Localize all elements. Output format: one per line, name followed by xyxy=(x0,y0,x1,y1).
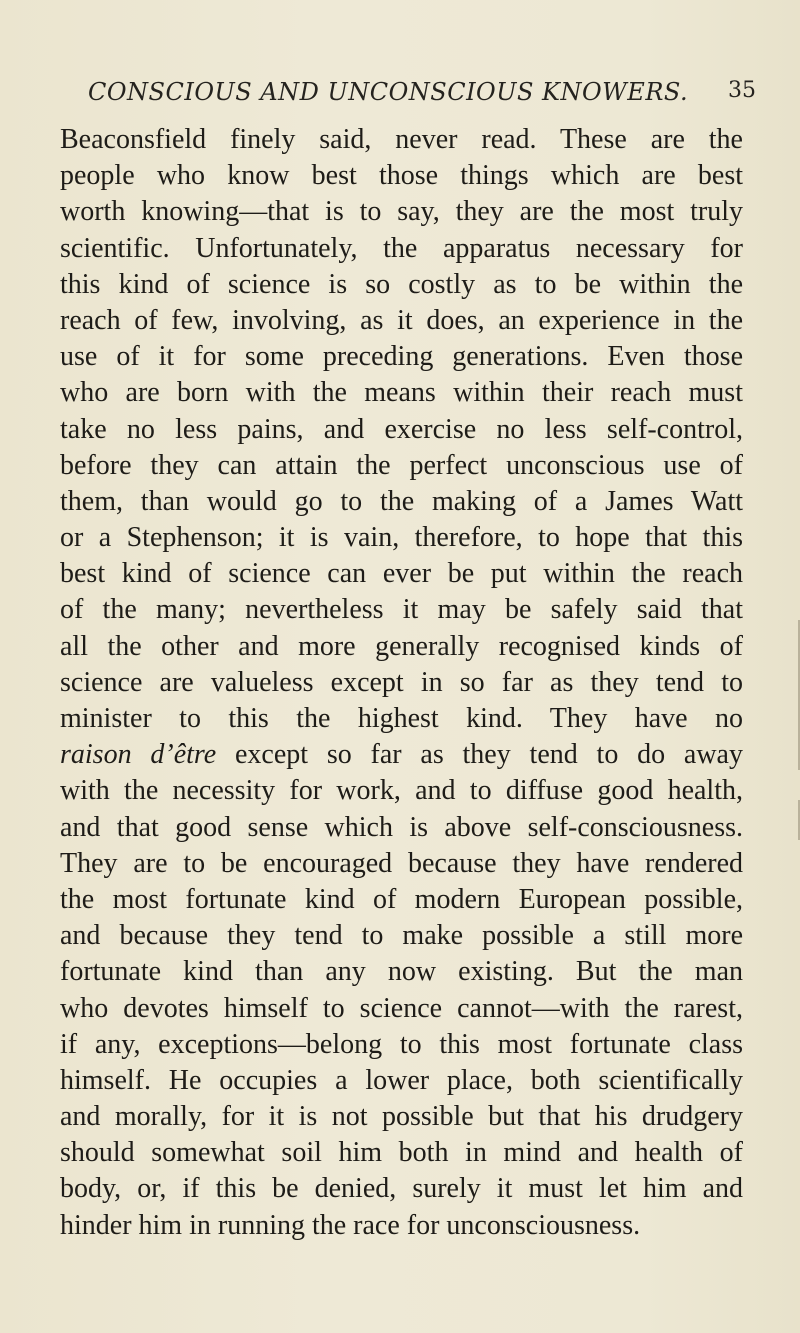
text-line-remainder: except so far as they tend to do away xyxy=(216,739,743,771)
text-line: all the other and more generally recognised kinds of xyxy=(60,630,743,662)
text-line: use of it for some preceding generations. Even those xyxy=(60,341,743,373)
text-line: should somewhat soil him both in mind and health of xyxy=(60,1137,743,1169)
text-line: who are born with the means within their reach must xyxy=(60,377,743,409)
running-head xyxy=(88,78,778,112)
text-line: who devotes himself to science cannot—with the rarest, xyxy=(60,992,743,1024)
text-line: Beaconsfield finely said, never read. These are the xyxy=(60,124,743,155)
text-line: or a Stephenson; it is vain, therefore, to hope that this xyxy=(60,522,743,554)
text-line: body, or, if this be denied, surely it must let him and xyxy=(60,1173,743,1205)
text-line: this kind of science is so costly as to be within the xyxy=(60,268,743,300)
text-line: take no less pains, and exercise no less self-control, xyxy=(60,413,743,445)
text-line: people who know best those things which are best xyxy=(60,160,743,192)
text-line: science are valueless except in so far as they tend to xyxy=(60,666,743,698)
running-title: CONSCIOUS AND UNCONSCIOUS KNOWERS. xyxy=(88,78,689,106)
text-line: with the necessity for work, and to diffuse good health, xyxy=(60,775,743,807)
text-line: and morally, for it is not possible but that his drudgery xyxy=(60,1101,743,1133)
text-line: and because they tend to make possible a still more xyxy=(60,920,743,952)
body-text xyxy=(60,122,743,1244)
text-line: minister to this the highest kind. They have no xyxy=(60,703,743,734)
page-number: 35 xyxy=(728,78,756,103)
text-line: hinder him in running the race for unconsciousness. xyxy=(60,1209,641,1241)
text-line: himself. He occupies a lower place, both scientifically xyxy=(60,1064,743,1096)
text-line: the most fortunate kind of modern European possible, xyxy=(60,883,743,915)
text-line: of the many; nevertheless it may be safely said that xyxy=(60,594,743,626)
italic-phrase: raison d’être xyxy=(60,739,217,771)
text-line: and that good sense which is above self-consciousness. xyxy=(60,811,743,843)
text-line: worth knowing—that is to say, they are the most truly xyxy=(60,196,743,228)
text-line: before they can attain the perfect unconscious use of xyxy=(60,449,743,481)
text-line-with-italic xyxy=(60,737,743,773)
text-line: best kind of science can ever be put within the reach xyxy=(60,558,743,590)
text-line: scientific. Unfortunately, the apparatus necessary for xyxy=(60,232,743,264)
text-line: They are to be encouraged because they have rendered xyxy=(60,847,743,879)
text-line: reach of few, involving, as it does, an experience in the xyxy=(60,304,743,336)
text-line: if any, exceptions—belong to this most fortunate class xyxy=(60,1028,743,1060)
text-line: fortunate kind than any now existing. But the man xyxy=(60,956,743,988)
text-line: them, than would go to the making of a James Watt xyxy=(60,485,743,517)
